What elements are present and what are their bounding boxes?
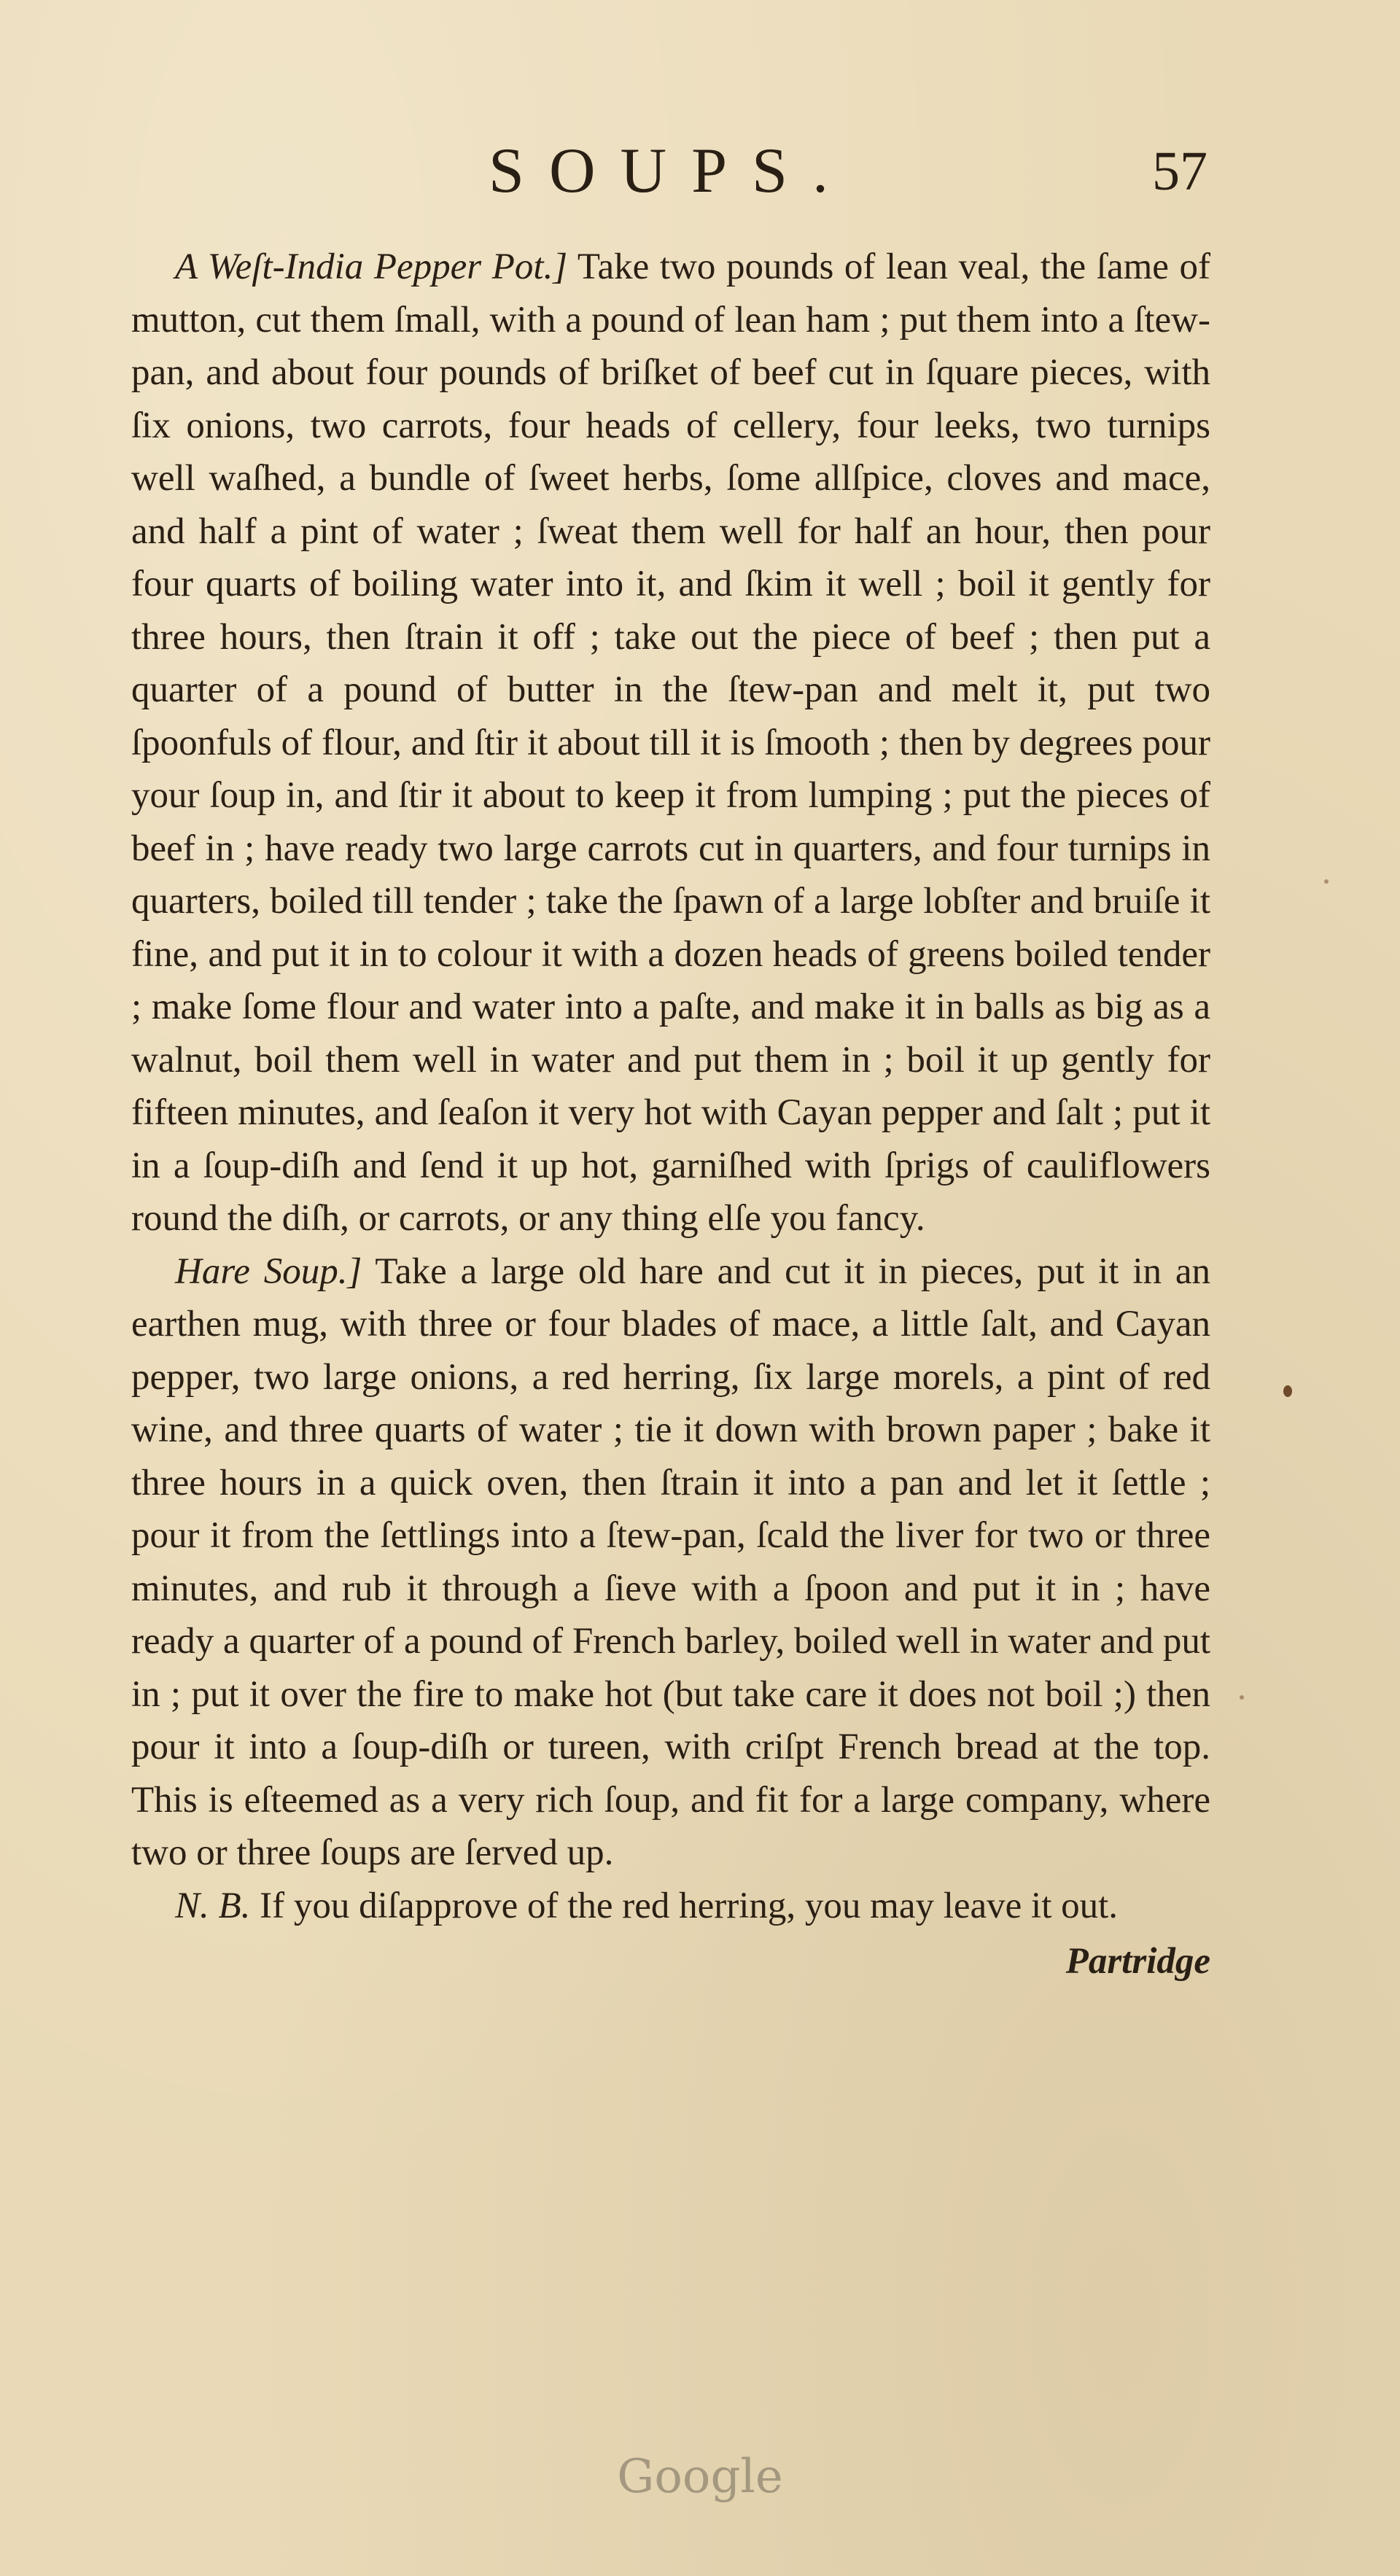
nota-bene-text: If you diſapprove of the red herring, you may leave it out. (250, 1885, 1119, 1926)
body-text (131, 241, 1210, 1988)
recipe-text: Take two pounds of lean veal, the ſame of mutton, cut them ſmall, with a pound of lean ham ; put them into a ſtew-pan, and about four pounds of briſket of beef cut in ſquare pieces, with ſix onions, two carrots, four heads of cellery, four leeks, two turnips well waſhed, a bundle of ſweet herbs, ſome allſpice, cloves and mace, and half a pint of water ; ſweat them well for half an hour, then pour four quarts of boiling water into it, and ſkim it well ; boil it gently for three hours, then ſtrain it off ; take out the piece of beef ; then put a quarter of a pound of butter in the ſtew-pan and melt it, put two ſpoonfuls of flour, and ſtir it about till it is ſmooth ; then by degrees pour your ſoup in, and ſtir it about to keep it from lumping ; put the pieces of beef in ; have ready two large carrots cut in quarters, and four turnips in quarters, boiled till tender ; take the ſpawn of a large lobſter and bruiſe it fine, and put it in to colour it with a dozen heads of greens boiled tender ; make ſome flour and water into a paſte, and make it in balls as big as a walnut, boil them well in water and put them in ; boil it up gently for fifteen minutes, and ſeaſon it very hot with Cayan pepper and ſalt ; put it in a ſoup-diſh and ſend it up hot, garniſhed with ſprigs of cauliflowers round the diſh, or carrots, or any thing elſe you fancy. (131, 246, 1211, 1239)
page-number: 57 (1152, 141, 1208, 202)
recipe-title: A Weſt-India Pepper Pot.] (175, 246, 568, 287)
recipe-text: Take a large old hare and cut it in pieces, put it in an earthen mug, with three or four blades of mace, a little ſalt, and Cayan pepper, two large onions, a red herring, ſix large morels, a pint of red wine, and three quarts of water ; tie it down with brown paper ; bake it three hours in a quick oven, then ſtrain it into a pan and let it ſettle ; pour it from the ſettlings into a ſtew-pan, ſcald the liver for two or three minutes, and rub it through a ſieve with a ſpoon and put it in ; have ready a quarter of a pound of French barley, boiled well in water and put in ; put it over the fire to make hot (but take care it does not boil ;) then pour it into a ſoup-diſh or tureen, with criſpt French bread at the top. This is eſteemed as a very rich ſoup, and fit for a large company, where two or three ſoups are ſerved up. (131, 1250, 1210, 1873)
recipe-title: Hare Soup.] (175, 1250, 362, 1292)
catchword: Partridge (1065, 1941, 1210, 1982)
running-title: SOUPS. (489, 136, 853, 206)
nota-bene (131, 1880, 1210, 1933)
running-head (0, 131, 1400, 211)
recipe-west-india-pepper-pot (131, 241, 1210, 1245)
ink-speck (1240, 1695, 1244, 1700)
scan-watermark: Google (617, 2450, 783, 2504)
nota-bene-label: N. B. (175, 1885, 251, 1926)
recipe-hare-soup (131, 1245, 1210, 1880)
catchword-row (131, 1935, 1210, 1988)
ink-speck (1283, 1385, 1292, 1397)
ink-speck (1324, 879, 1329, 884)
